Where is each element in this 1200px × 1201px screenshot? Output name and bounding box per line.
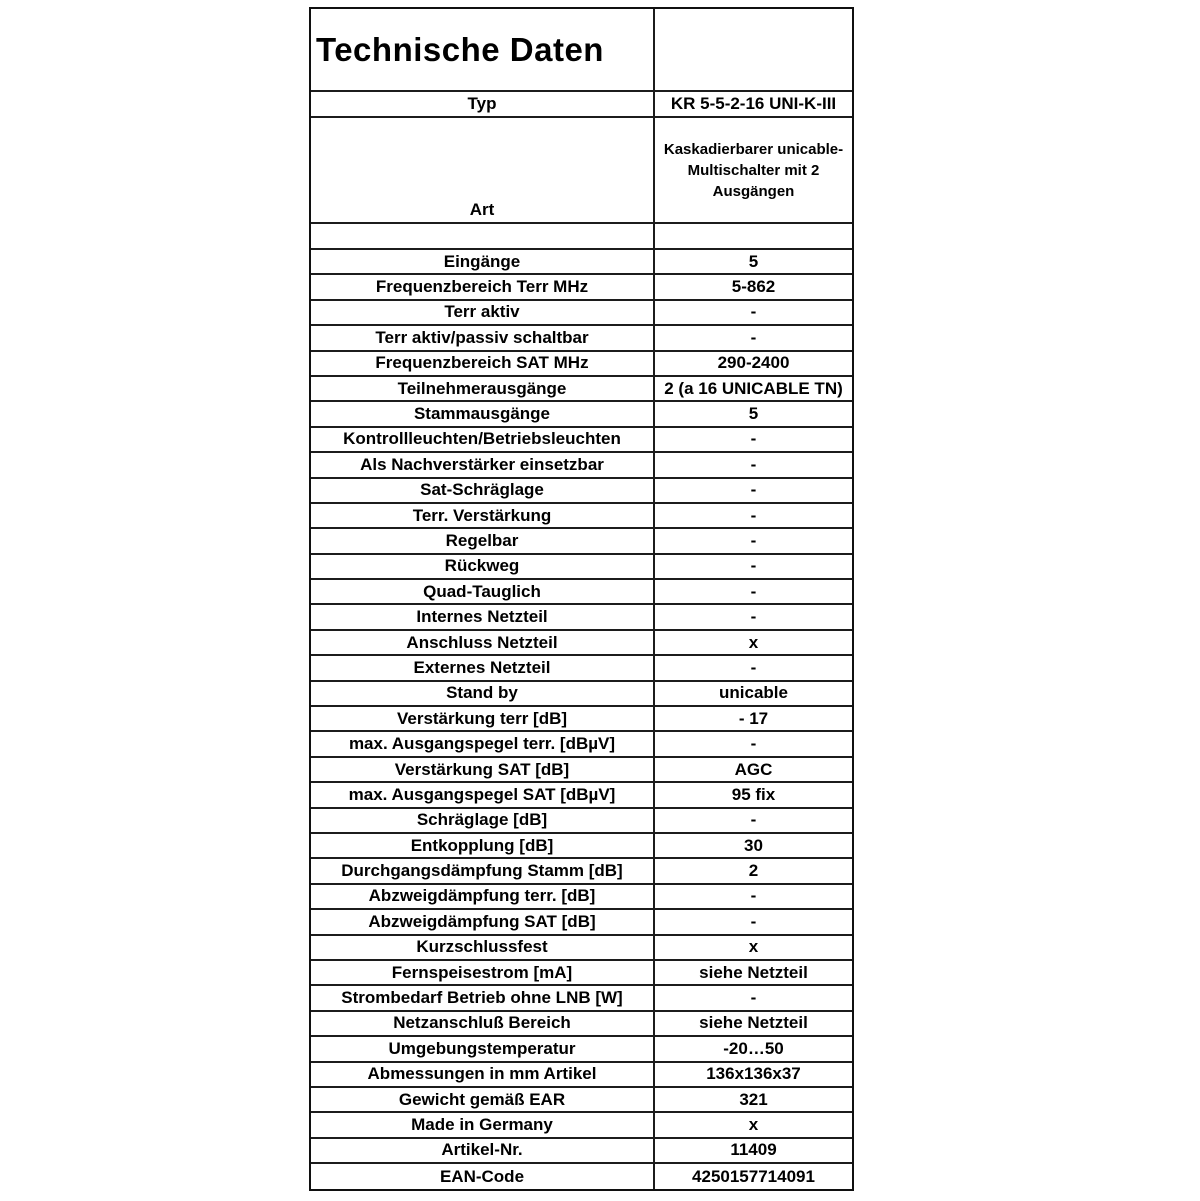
- spec-label-cell: EAN-Code: [311, 1164, 655, 1189]
- table-row: [311, 732, 852, 757]
- spec-value-cell: x: [748, 1114, 759, 1134]
- empty-row: [311, 224, 852, 250]
- spec-label-cell: Internes Netzteil: [311, 605, 655, 628]
- table-row: [311, 859, 852, 884]
- spec-label-cell: Netzanschluß Bereich: [311, 1012, 655, 1035]
- table-row: [311, 504, 852, 529]
- spec-value-cell: 290-2400: [717, 353, 790, 373]
- spec-value-cell: -: [750, 911, 757, 931]
- table-row: [311, 428, 852, 453]
- table-row: [311, 529, 852, 554]
- spec-label-cell: Rückweg: [311, 555, 655, 578]
- spec-label-cell: max. Ausgangspegel terr. [dBµV]: [311, 732, 655, 755]
- table-row: [311, 834, 852, 859]
- page-title: Technische Daten: [311, 9, 655, 90]
- table-row: [311, 479, 852, 504]
- spec-value-cell: 11409: [730, 1140, 777, 1160]
- spec-label-cell: Terr aktiv: [311, 301, 655, 324]
- spec-value-cell: x: [748, 937, 759, 957]
- table-row: [311, 118, 852, 224]
- art-value-line: Ausgängen: [712, 182, 795, 200]
- spec-value-cell: 5: [748, 404, 759, 424]
- art-value-line: Multischalter mit 2: [687, 161, 820, 179]
- table-row: [311, 1012, 852, 1037]
- spec-label-cell: Terr. Verstärkung: [311, 504, 655, 527]
- spec-value-cell: -: [750, 480, 757, 500]
- spec-label-cell: Strombedarf Betrieb ohne LNB [W]: [311, 986, 655, 1009]
- technical-data-table: [309, 7, 854, 1191]
- spec-label-cell: Fernspeisestrom [mA]: [311, 961, 655, 984]
- table-row: [311, 1113, 852, 1138]
- spec-label-cell: Durchgangsdämpfung Stamm [dB]: [311, 859, 655, 882]
- spec-label-cell: Eingänge: [311, 250, 655, 273]
- table-row: [311, 605, 852, 630]
- table-row: [311, 326, 852, 351]
- spec-value-cell: 2: [748, 861, 759, 881]
- spec-value-cell: 4250157714091: [692, 1166, 815, 1186]
- table-row: [311, 783, 852, 808]
- table-row: [311, 352, 852, 377]
- spec-label-cell: Terr aktiv/passiv schaltbar: [311, 326, 655, 349]
- spec-label-cell: Verstärkung SAT [dB]: [311, 758, 655, 781]
- spec-label-cell: Regelbar: [311, 529, 655, 552]
- table-row: [311, 1088, 852, 1113]
- spec-label-cell: Abzweigdämpfung SAT [dB]: [311, 910, 655, 933]
- spec-value-cell: 95 fix: [731, 784, 776, 804]
- spec-value-cell: 136x136x37: [706, 1064, 801, 1084]
- table-row: [311, 301, 852, 326]
- spec-value-art: [655, 118, 852, 222]
- table-row: [311, 1063, 852, 1088]
- spec-label-cell: Sat-Schräglage: [311, 479, 655, 502]
- spec-value-cell: -: [750, 810, 757, 830]
- spec-label-cell: Kontrollleuchten/Betriebsleuchten: [311, 428, 655, 451]
- spec-label-cell: Stand by: [311, 682, 655, 705]
- spec-value-cell: 5-862: [731, 277, 776, 297]
- table-row: [311, 682, 852, 707]
- table-row: [311, 936, 852, 961]
- spec-value-cell: -: [750, 886, 757, 906]
- spec-label-cell: Abzweigdämpfung terr. [dB]: [311, 885, 655, 908]
- spec-label-cell: Verstärkung terr [dB]: [311, 707, 655, 730]
- spec-label-cell: Frequenzbereich Terr MHz: [311, 275, 655, 298]
- table-row: [311, 555, 852, 580]
- empty-label-cell: [311, 224, 655, 248]
- spec-value-cell: -: [750, 327, 757, 347]
- spec-label-cell: Schräglage [dB]: [311, 809, 655, 832]
- table-row: [311, 885, 852, 910]
- table-row: [311, 92, 852, 118]
- table-row: [311, 580, 852, 605]
- table-row: [311, 402, 852, 427]
- spec-value-typ: KR 5-5-2-16 UNI-K-III: [670, 94, 837, 113]
- table-row: [311, 656, 852, 681]
- spec-label-art: Art: [311, 118, 655, 222]
- spec-value-cell: -: [750, 454, 757, 474]
- spec-label-cell: Artikel-Nr.: [311, 1139, 655, 1162]
- spec-label-cell: Abmessungen in mm Artikel: [311, 1063, 655, 1086]
- spec-label-cell: Frequenzbereich SAT MHz: [311, 352, 655, 375]
- title-row-empty-cell: [655, 9, 852, 90]
- spec-label-cell: Teilnehmerausgänge: [311, 377, 655, 400]
- spec-value-cell: -: [750, 429, 757, 449]
- table-row: [311, 250, 852, 275]
- table-row: [311, 275, 852, 300]
- spec-label-cell: Kurzschlussfest: [311, 936, 655, 959]
- table-row: [311, 910, 852, 935]
- spec-value-cell: -: [750, 657, 757, 677]
- spec-label-cell: Externes Netzteil: [311, 656, 655, 679]
- table-row: [311, 809, 852, 834]
- empty-value-cell: [655, 224, 852, 248]
- spec-value-cell: -: [750, 302, 757, 322]
- table-row: [311, 631, 852, 656]
- spec-value-cell: -: [750, 556, 757, 576]
- spec-label-cell: Umgebungstemperatur: [311, 1037, 655, 1060]
- table-row: [311, 961, 852, 986]
- table-row: [311, 453, 852, 478]
- title-row: [311, 9, 852, 92]
- table-row: [311, 986, 852, 1011]
- spec-label-cell: Entkopplung [dB]: [311, 834, 655, 857]
- spec-value-cell: siehe Netzteil: [699, 962, 808, 982]
- spec-value-cell: 321: [739, 1089, 768, 1109]
- spec-label-cell: Gewicht gemäß EAR: [311, 1088, 655, 1111]
- spec-label-typ: Typ: [311, 92, 655, 116]
- spec-value-cell: -: [750, 505, 757, 525]
- spec-value-cell: AGC: [734, 759, 773, 779]
- spec-value-cell: 2 (a 16 UNICABLE TN): [664, 378, 843, 398]
- table-row: [311, 1037, 852, 1062]
- table-row: [311, 1164, 852, 1189]
- spec-value-cell: unicable: [719, 683, 788, 703]
- spec-value-cell: - 17: [738, 708, 769, 728]
- table-row: [311, 377, 852, 402]
- spec-value-cell: -: [750, 581, 757, 601]
- spec-label-cell: Made in Germany: [311, 1113, 655, 1136]
- spec-label-cell: Stammausgänge: [311, 402, 655, 425]
- art-value-line: Kaskadierbarer unicable-: [663, 140, 844, 158]
- table-row: [311, 1139, 852, 1164]
- table-row: [311, 758, 852, 783]
- spec-value-cell: siehe Netzteil: [699, 1013, 808, 1033]
- spec-value-cell: 30: [744, 835, 763, 855]
- table-row: [311, 707, 852, 732]
- spec-label-cell: max. Ausgangspegel SAT [dBµV]: [311, 783, 655, 806]
- spec-value-cell: x: [748, 632, 759, 652]
- spec-value-cell: -: [750, 607, 757, 627]
- spec-value-cell: -: [750, 734, 757, 754]
- spec-value-cell: -: [750, 530, 757, 550]
- spec-value-cell: -: [750, 988, 757, 1008]
- spec-label-cell: Quad-Tauglich: [311, 580, 655, 603]
- spec-value-cell: 5: [748, 251, 759, 271]
- spec-rows: [311, 250, 852, 1189]
- spec-value-cell: -20…50: [723, 1038, 784, 1058]
- spec-label-cell: Anschluss Netzteil: [311, 631, 655, 654]
- spec-label-cell: Als Nachverstärker einsetzbar: [311, 453, 655, 476]
